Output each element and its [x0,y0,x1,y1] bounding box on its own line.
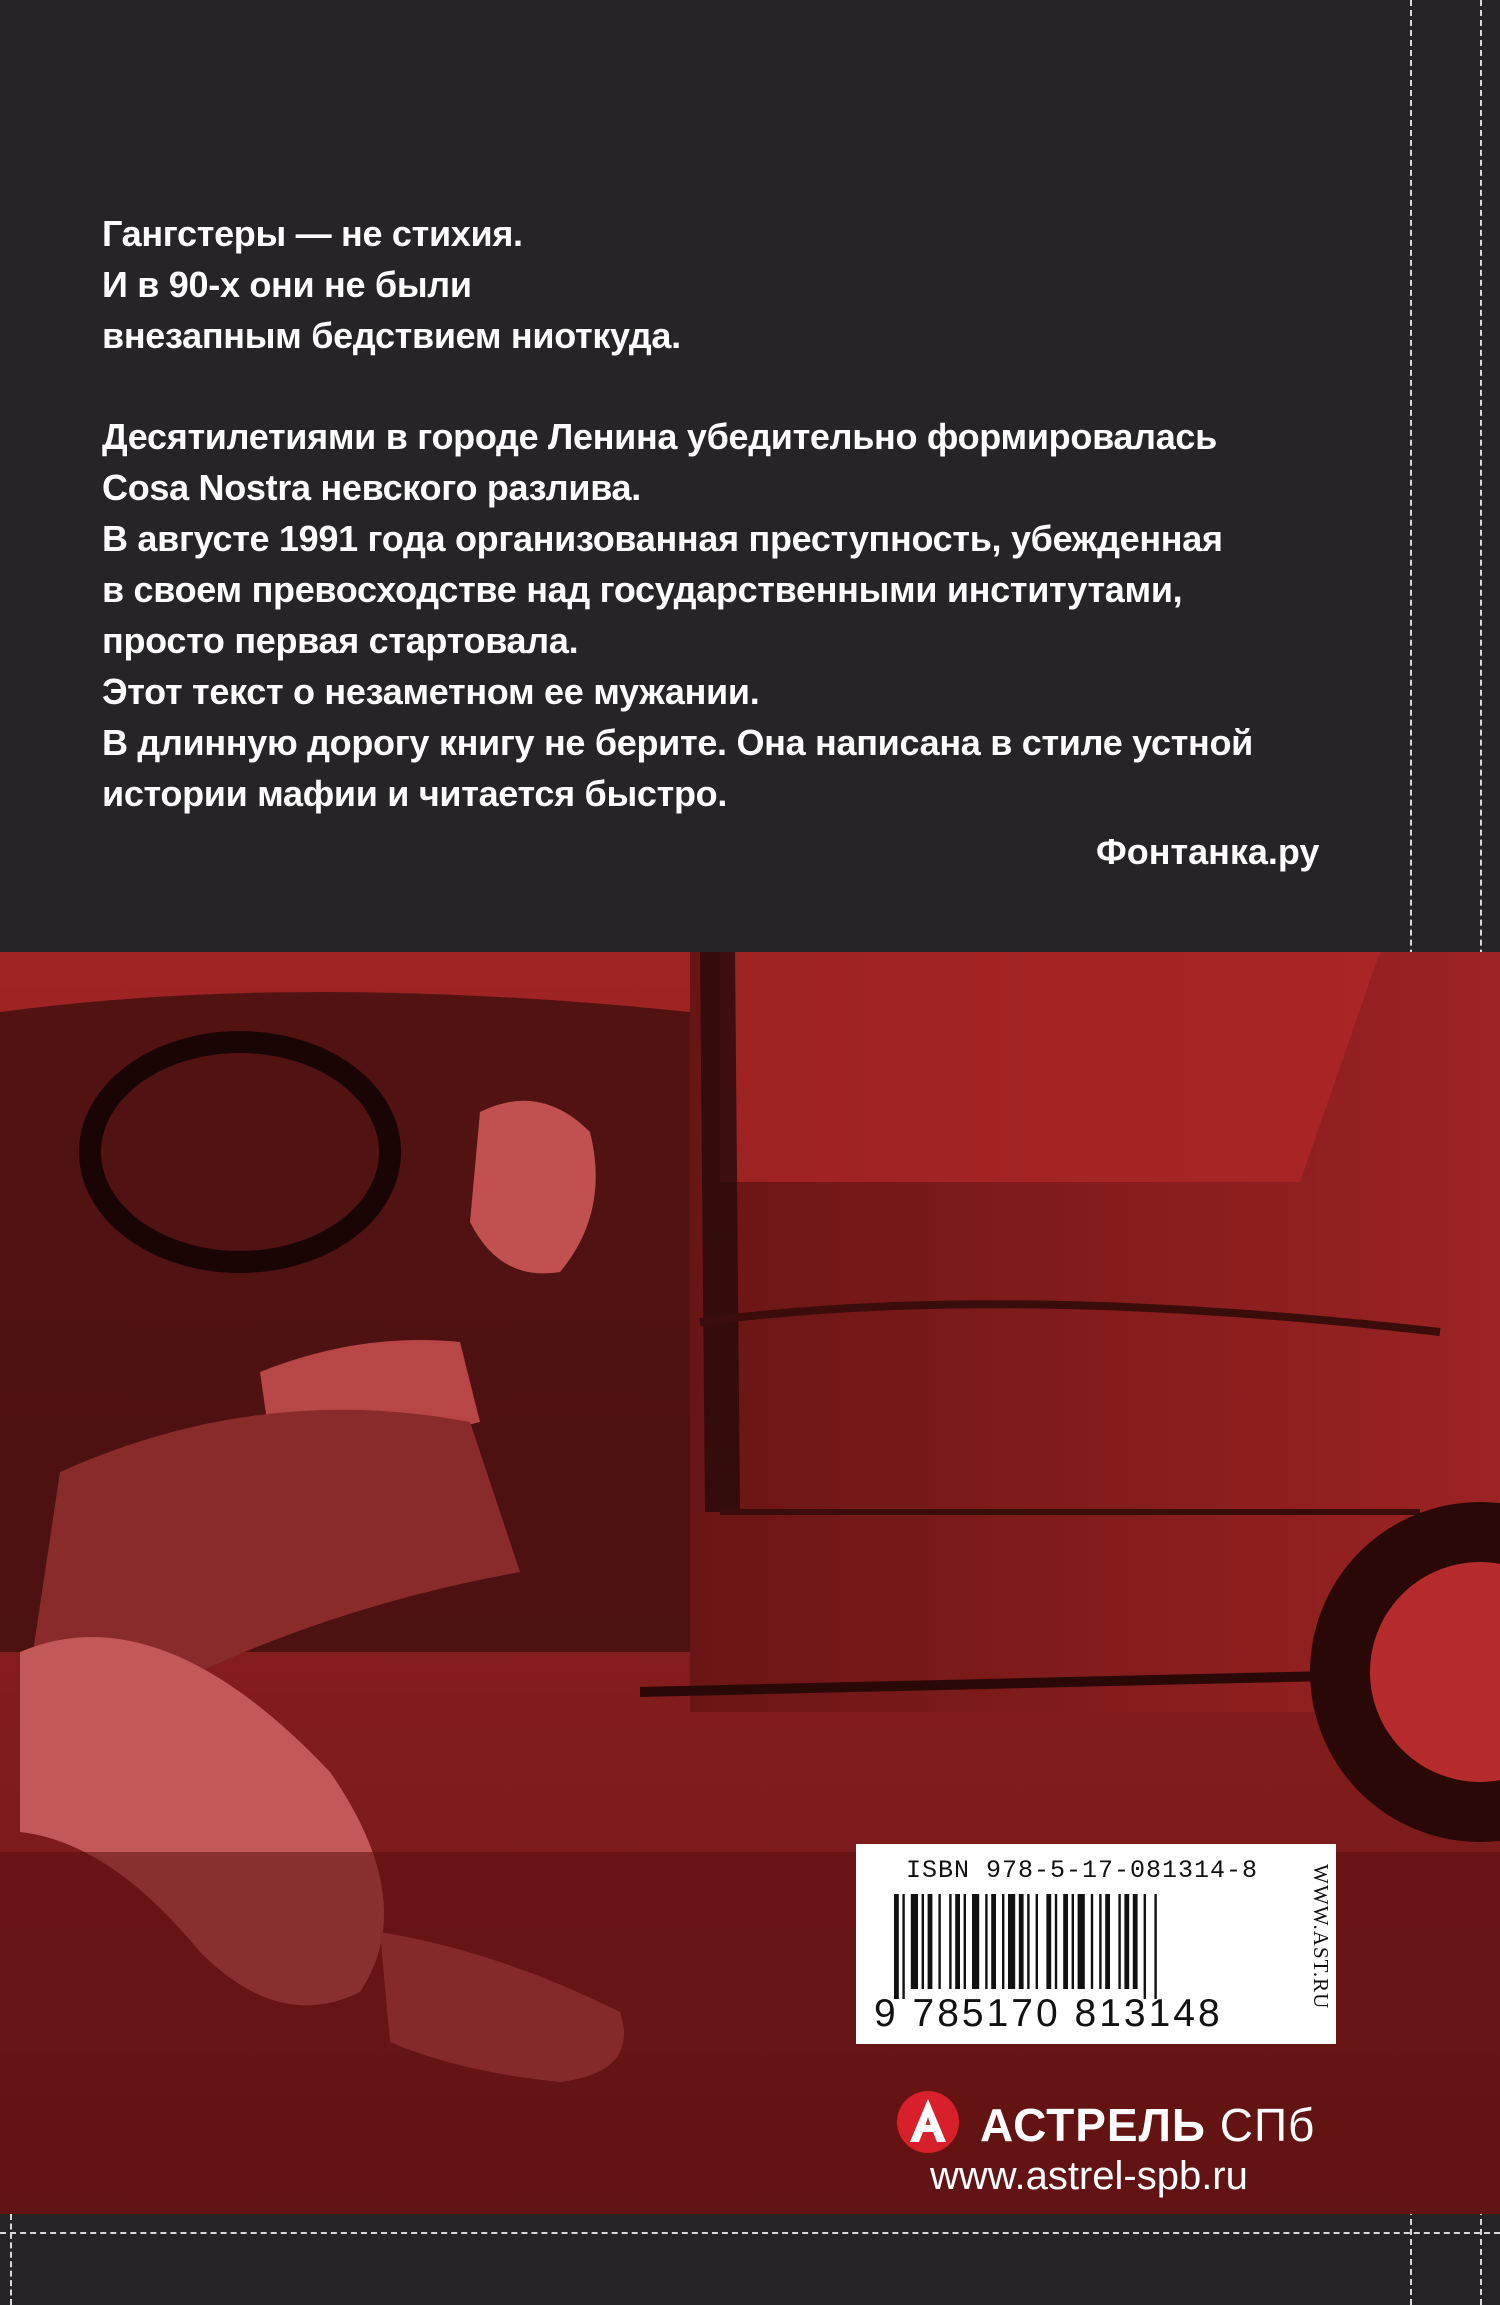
blurb-line: Cosa Nostra невского разлива. [102,467,641,508]
barcode-bar [1063,1894,1068,1989]
blurb-line: истории мафии и читается быстро. [102,773,728,814]
astrel-logo-icon [896,2090,960,2154]
blurb-line: просто первая стартовала. [102,620,579,661]
barcode-bar [1055,1894,1057,1989]
barcode-bar [928,1894,933,1989]
quote-source: Фонтанка.ру [1096,831,1320,872]
barcode-digits: 9 785170 813148 [874,1992,1223,2035]
barcode-bar [955,1894,960,1989]
barcode-bar [1027,1894,1029,1989]
blurb-line: Этот текст о незаметном ее мужании. [102,671,760,712]
publisher-name-bold: АСТРЕЛЬ [980,2099,1206,2151]
barcode-bar [1133,1894,1138,1989]
barcode-bar [1036,1894,1038,1989]
barcode-bar [991,1894,996,1989]
barcode-bar [949,1894,951,1989]
publisher-block [896,2090,1316,2200]
barcode-bar [894,1894,899,1999]
barcode-bar [1091,1894,1093,1989]
barcode-bar [902,1894,904,1999]
isbn-barcode [856,1844,1336,2044]
barcode-bar [1046,1894,1051,1989]
publisher-name-suffix: СПб [1219,2099,1316,2151]
blurb-line: Десятилетиями в городе Ленина убедительно формировалась [102,416,1217,457]
barcode-bar [911,1894,918,1989]
publisher-url: www.astrel-spb.ru [930,2154,1248,2198]
blurb-line: В августе 1991 года организованная преступность, убежденная [102,518,1223,559]
barcode-bar [1002,1894,1004,1989]
trim-line-left [10,2214,12,2305]
isbn-label: ISBN 978-5-17-081314-8 [906,1856,1259,1885]
barcode-bar [1072,1894,1074,1989]
blurb-line: Гангстеры — не стихия. [102,213,523,254]
barcode-bar [922,1894,924,1989]
barcode-bar [1105,1894,1110,1989]
barcode-bar [1154,1894,1156,1999]
paragraph-gap [102,361,1342,411]
publisher-name [980,2098,1315,2152]
barcode-bar [1008,1894,1015,1989]
barcode-side-url: WWW.AST.RU [1309,1864,1333,2010]
blurb-line: в своем превосходстве над государственными институтами, [102,569,1183,610]
blurb-line: И в 90-х они не были [102,264,472,305]
barcode-bar [938,1894,940,1989]
barcode-bar [972,1894,979,1989]
barcode-bar [1019,1894,1024,1989]
barcode-bar [1118,1894,1120,1989]
barcode-bar [1078,1894,1085,1989]
barcode-bar [1144,1894,1146,1999]
blurb-line: В длинную дорогу книгу не берите. Она написана в стиле устной [102,722,1253,763]
trim-line-bottom [0,2232,1500,2234]
barcode-bars [894,1894,1274,1999]
barcode-bar [1099,1894,1101,1989]
barcode-bar [1124,1894,1129,1989]
barcode-bar [985,1894,987,1989]
barcode-bar [964,1894,966,1989]
blurb-line: внезапным бедствием ниоткуда. [102,315,681,356]
blurb-text [102,208,1342,819]
